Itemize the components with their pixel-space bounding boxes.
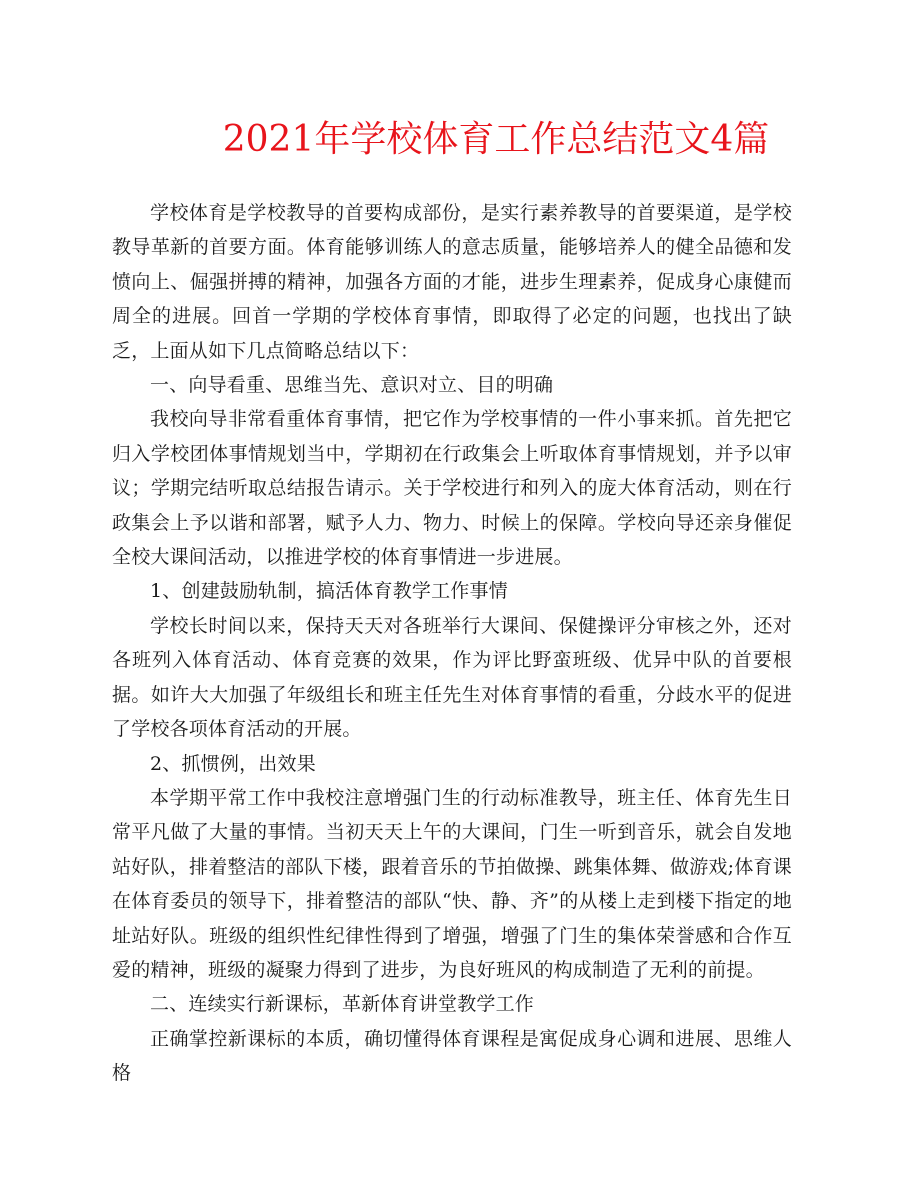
paragraph-intro: 学校体育是学校教导的首要构成部份，是实行素养教导的首要渠道，是学校教导革新的首要方面。体育能够训练人的意志质量，能够培养人的健全品德和发愤向上、倔强拼搏的精神，加强各方面的才能，进步生理素养，促成身心康健而周全的进展。回首一学期的学校体育事情，即取得了必定的问题，也找出了缺乏，上面从如下几点简略总结以下： — [112, 202, 792, 362]
heading-subsection-2: 2、抓惯例，出效果 — [150, 752, 316, 775]
document-body — [112, 196, 792, 1091]
document-title: 2021年学校体育工作总结范文4篇 — [222, 119, 770, 160]
paragraph-section-2: 正确掌控新课标的本质，确切懂得体育课程是寓促成身心调和进展、思维人格 — [112, 1027, 792, 1085]
heading-section-2: 二、连续实行新课标，革新体育讲堂教学工作 — [150, 993, 535, 1016]
paragraph-section-1: 我校向导非常看重体育事情，把它作为学校事情的一件小事来抓。首先把它归入学校团体事情规划当中，学期初在行政集会上听取体育事情规划，并予以审议；学期完结听取总结报告请示。关于学校进行和列入的庞大体育活动，则在行政集会上予以谐和部署，赋予人力、物力、时候上的保障。学校向导还亲身催促全校大课间活动，以推进学校的体育事情进一步进展。 — [112, 408, 792, 569]
heading-subsection-1: 1、创建鼓励轨制，搞活体育教学工作事情 — [150, 580, 508, 603]
paragraph-subsection-2: 本学期平常工作中我校注意增强门生的行动标准教导，班主任、体育先生日常平凡做了大量的事情。当初天天上午的大课间，门生一听到音乐，就会自发地站好队，排着整洁的部队下楼，跟着音乐的节拍做操、跳集体舞、做游戏;体育课在体育委员的领导下，排着整洁的部队“快、静、齐”的从楼上走到楼下指定的地址站好队。班级的组织性纪律性得到了增强，增强了门生的集体荣誉感和合作互爱的精神，班级的凝聚力得到了进步，为良好班风的构成制造了无利的前提。 — [112, 786, 792, 981]
heading-section-1: 一、向导看重、思维当先、意识对立、目的明确 — [150, 374, 554, 397]
paragraph-subsection-1: 学校长时间以来，保持天天对各班举行大课间、保健操评分审核之外，还对各班列入体育活动、体育竞赛的效果，作为评比野蛮班级、优异中队的首要根据。如许大大加强了年级组长和班主任先生对体育事情的看重，分歧水平的促进了学校各项体育活动的开展。 — [112, 614, 792, 741]
